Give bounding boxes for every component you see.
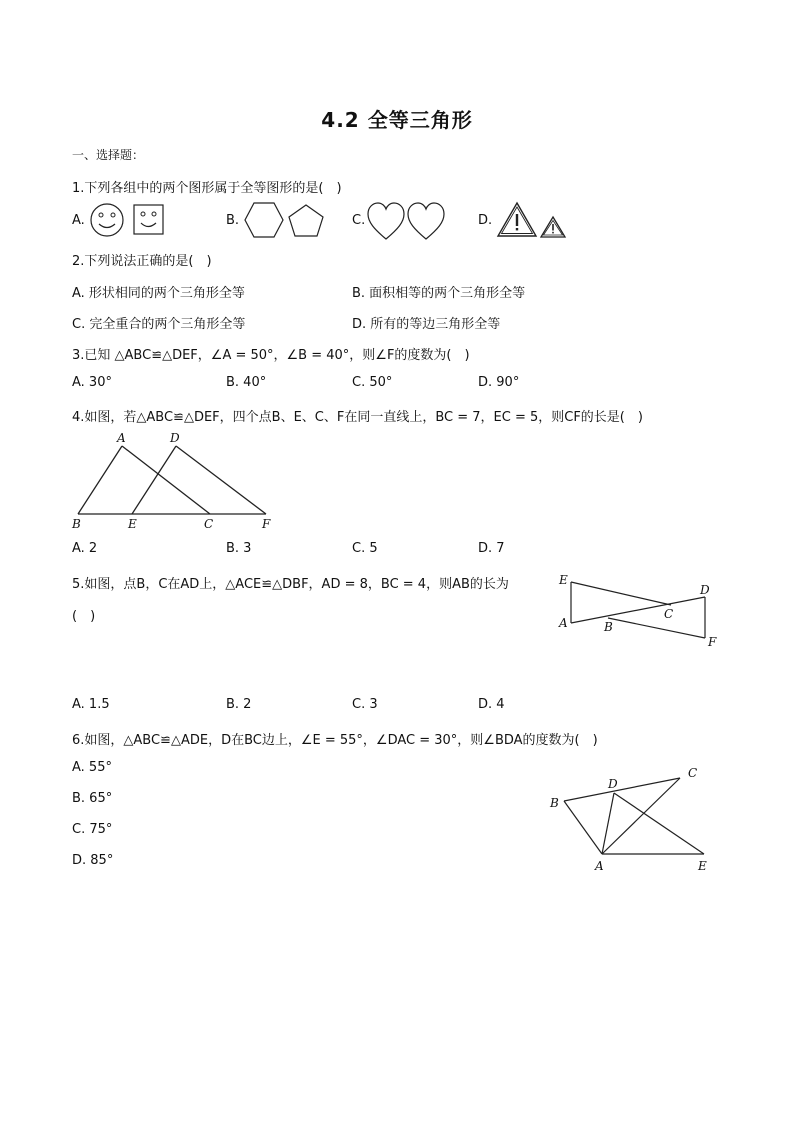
q1-option-b-label: B. xyxy=(226,213,240,228)
q1-option-a-figure xyxy=(88,201,168,241)
q4-option-d: D. 7 xyxy=(478,541,505,556)
q1-option-c-figure xyxy=(366,201,448,243)
question-3-text: 3.已知 △ABC≌△DEF，∠A = 50°，∠B = 40°，则∠F的度数为( ) xyxy=(72,348,470,363)
q6-option-d: D. 85° xyxy=(72,853,114,868)
question-1-text: 1.下列各组中的两个图形属于全等图形的是( ) xyxy=(72,181,342,196)
q4-option-b: B. 3 xyxy=(226,541,252,556)
q2-option-b: B. 面积相等的两个三角形全等 xyxy=(352,286,526,301)
q6-label-e: E xyxy=(698,859,707,873)
q4-label-d: D xyxy=(170,431,180,445)
q4-label-e: E xyxy=(128,517,137,531)
q5-option-c: C. 3 xyxy=(352,697,378,712)
q5-option-b: B. 2 xyxy=(226,697,252,712)
q4-option-c: C. 5 xyxy=(352,541,378,556)
q5-option-d: D. 4 xyxy=(478,697,505,712)
q1-option-a-label: A. xyxy=(72,213,85,228)
question-2-text: 2.下列说法正确的是( ) xyxy=(72,254,212,269)
q5-label-e: E xyxy=(559,573,568,587)
q2-option-a: A. 形状相同的两个三角形全等 xyxy=(72,286,245,301)
q4-option-a: A. 2 xyxy=(72,541,98,556)
heart-icon xyxy=(368,203,404,239)
pentagon-icon xyxy=(289,205,323,236)
q6-label-b: B xyxy=(550,796,559,810)
q5-label-c: C xyxy=(664,607,674,621)
question-6-text: 6.如图，△ABC≌△ADE，D在BC边上，∠E = 55°，∠DAC = 30°，则∠BDA的度数为( ) xyxy=(72,733,598,748)
q6-label-d: D xyxy=(608,777,618,791)
heart-icon xyxy=(408,203,444,239)
page-title: 4.2 全等三角形 xyxy=(321,108,473,132)
smiley-square-icon xyxy=(134,205,163,234)
q1-option-b-figure xyxy=(242,200,330,242)
q6-option-c: C. 75° xyxy=(72,822,113,837)
q4-label-b: B xyxy=(72,517,81,531)
q6-option-b: B. 65° xyxy=(72,791,113,806)
q6-label-c: C xyxy=(688,766,698,780)
q3-option-a: A. 30° xyxy=(72,375,112,390)
q5-option-a: A. 1.5 xyxy=(72,697,110,712)
q2-option-d: D. 所有的等边三角形全等 xyxy=(352,317,501,332)
question-5-text-cont: ( ) xyxy=(72,609,96,624)
q1-option-d-label: D. xyxy=(478,213,493,228)
smiley-circle-icon xyxy=(91,204,123,236)
q4-label-a: A xyxy=(117,431,126,445)
question-4-text: 4.如图，若△ABC≌△DEF，四个点B、E、C、F在同一直线上，BC = 7，EC = 5，则CF的长是( ) xyxy=(72,410,643,425)
hexagon-icon xyxy=(245,203,283,237)
q1-option-d-figure xyxy=(496,200,570,242)
q4-label-f: F xyxy=(262,517,271,531)
q5-label-b: B xyxy=(604,620,613,634)
q5-label-d: D xyxy=(700,583,710,597)
q4-label-c: C xyxy=(204,517,214,531)
q5-label-f: F xyxy=(708,635,717,649)
question-5-text: 5.如图，点B，C在AD上，△ACE≌△DBF，AD = 8，BC = 4，则AB的长为 xyxy=(72,577,509,592)
section-heading: 一、选择题： xyxy=(72,148,145,162)
q6-option-a: A. 55° xyxy=(72,760,112,775)
q3-option-b: B. 40° xyxy=(226,375,267,390)
q3-option-d: D. 90° xyxy=(478,375,520,390)
q2-option-c: C. 完全重合的两个三角形全等 xyxy=(72,317,246,332)
q4-figure xyxy=(68,428,278,532)
q3-option-c: C. 50° xyxy=(352,375,393,390)
q6-label-a: A xyxy=(595,859,604,873)
q6-figure xyxy=(544,762,720,876)
q5-label-a: A xyxy=(559,616,568,630)
warning-triangle-small-icon xyxy=(541,217,565,237)
q5-figure xyxy=(552,570,728,650)
q1-option-c-label: C. xyxy=(352,213,366,228)
warning-triangle-icon xyxy=(498,203,536,236)
